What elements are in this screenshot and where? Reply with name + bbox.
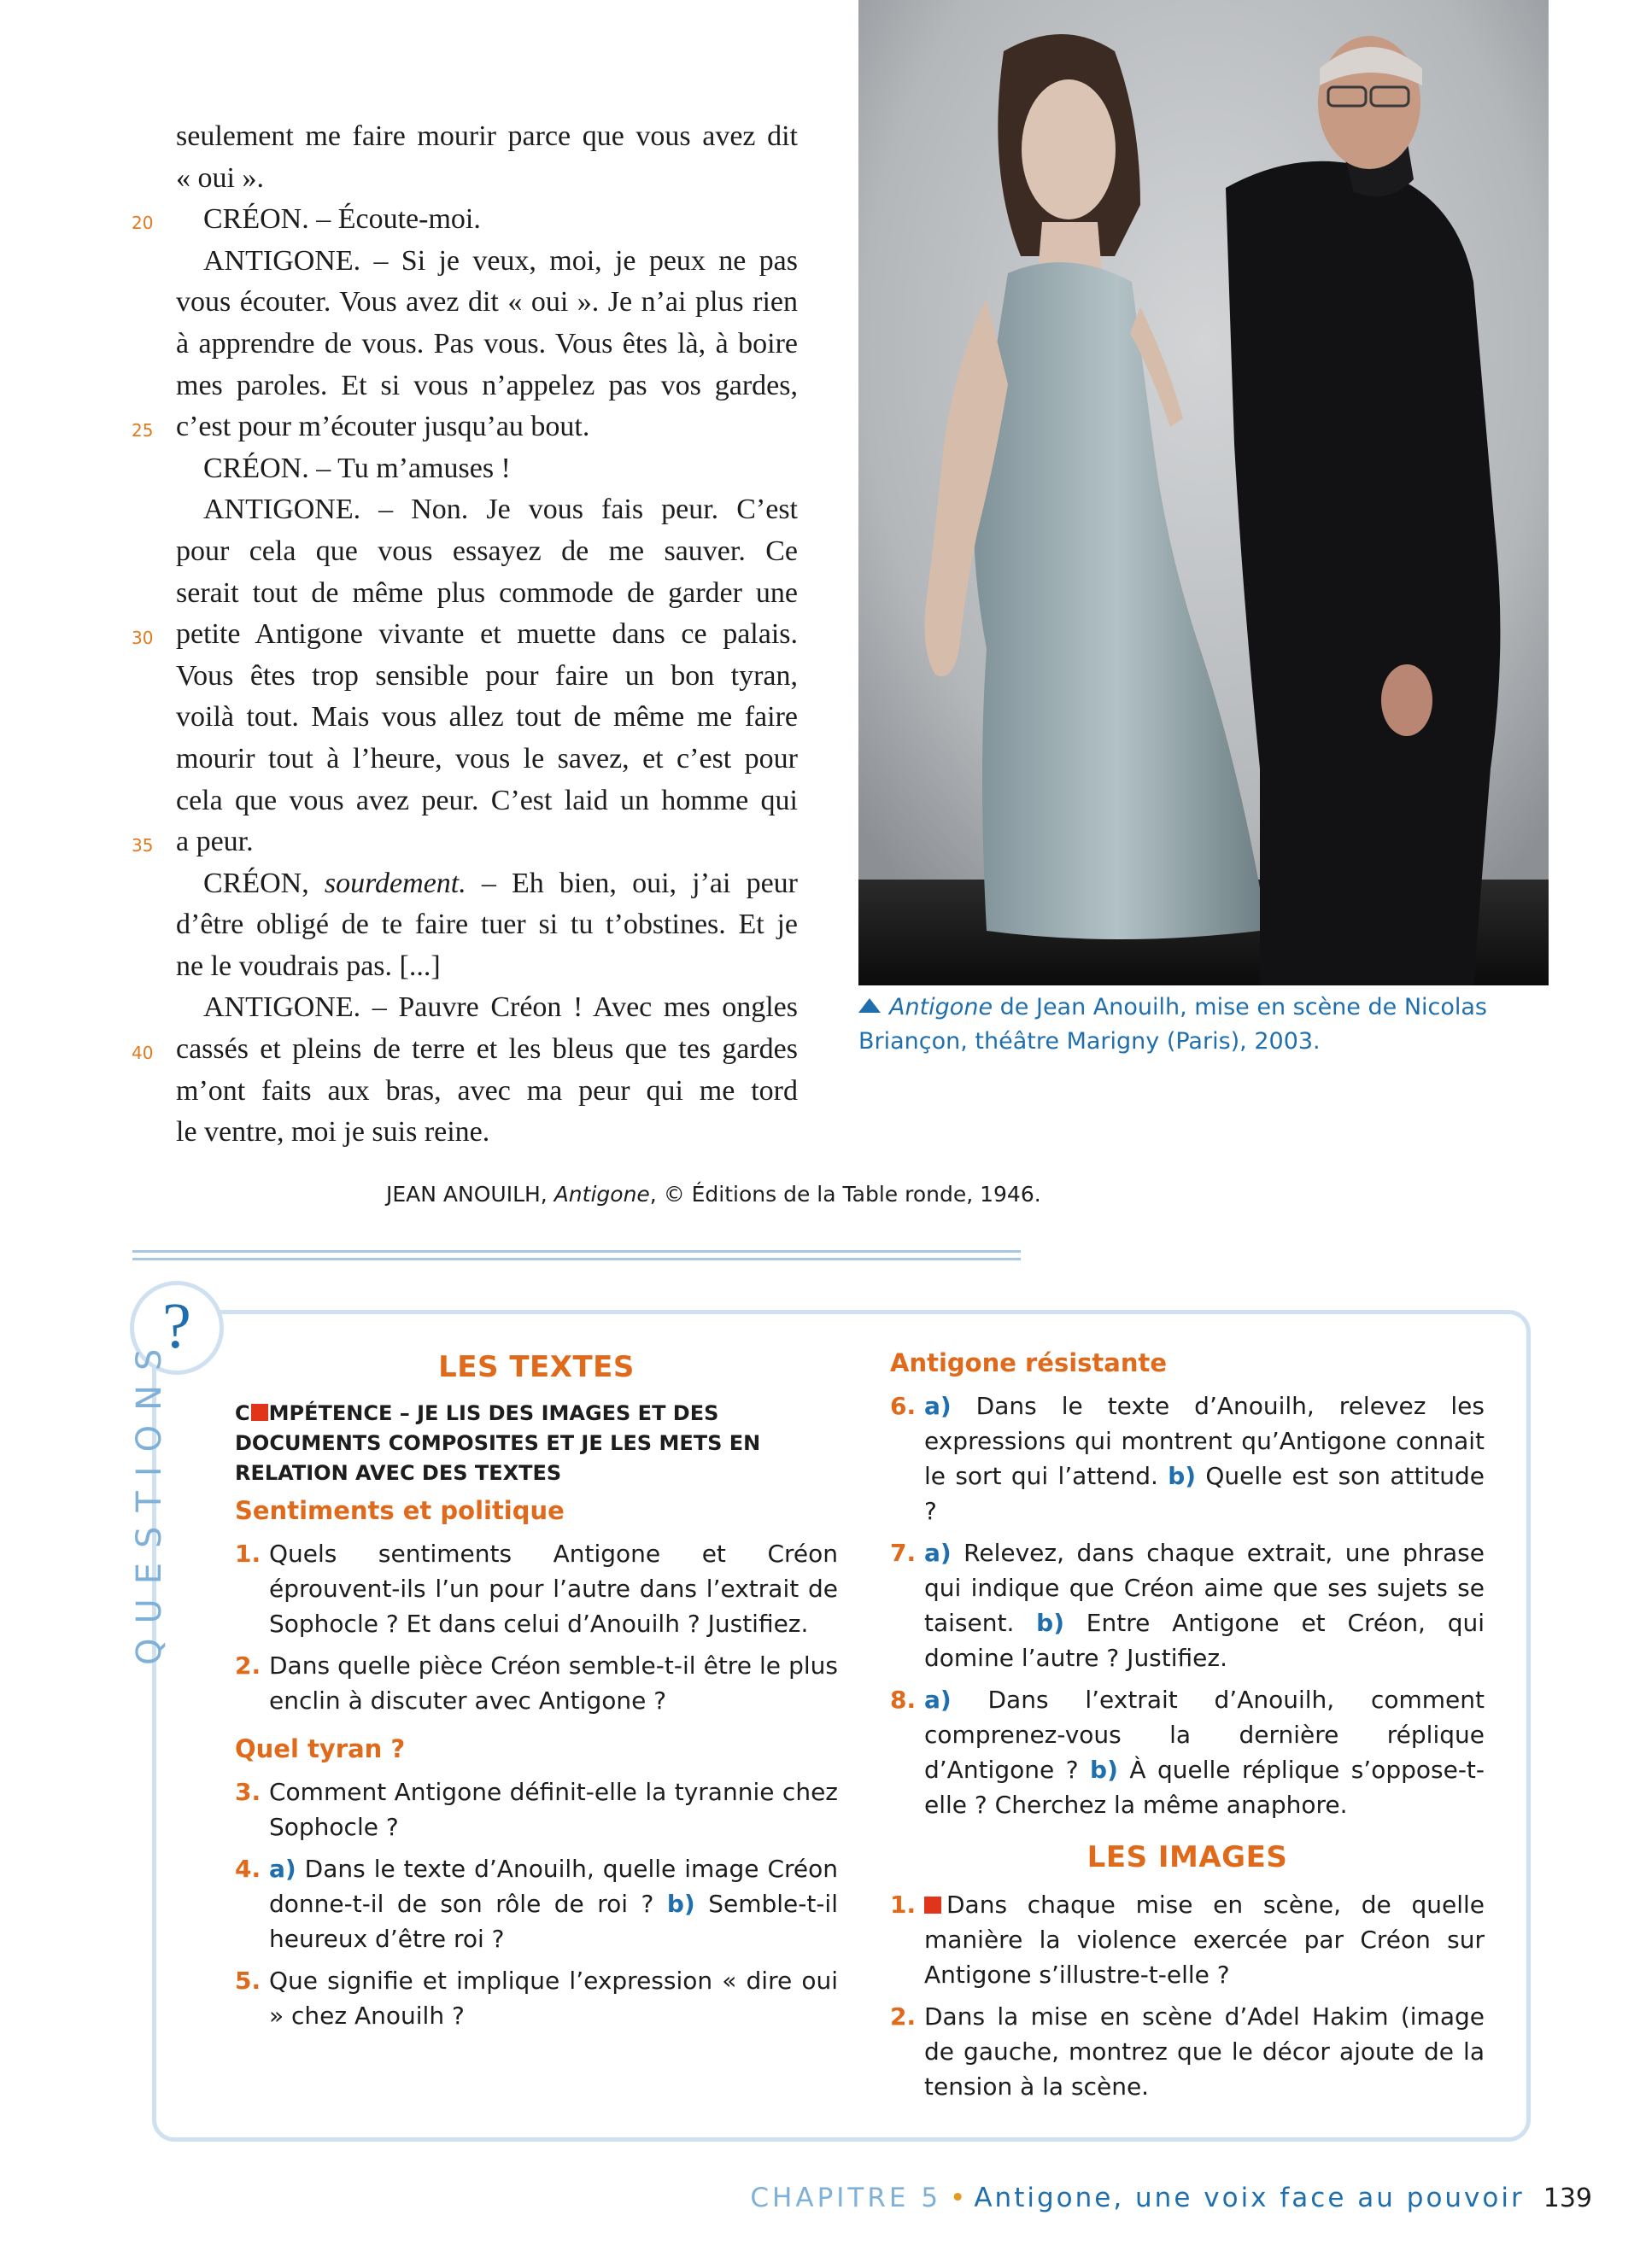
question-mark-icon: ? xyxy=(130,1281,224,1375)
play-line-text: « oui ». xyxy=(176,161,264,194)
play-line xyxy=(176,904,798,946)
sub-label: a) xyxy=(269,1855,296,1883)
question-2 xyxy=(235,1648,838,1718)
question-text: Quelle est son attitude ? xyxy=(924,1462,1485,1525)
credit-rest: , © Éditions de la Table ronde, 1946. xyxy=(649,1182,1041,1207)
play-line-text: ne le voudrais pas. [...] xyxy=(176,950,441,982)
play-line-text: ANTIGONE. – Non. Je vous fais peur. C’est xyxy=(203,494,798,526)
play-line xyxy=(176,324,798,365)
play-line xyxy=(176,573,798,615)
stage-photo xyxy=(858,0,1549,985)
line-number: 20 xyxy=(132,213,154,234)
photo-caption xyxy=(858,991,1549,1059)
triangle-up-icon xyxy=(858,998,881,1013)
section-title-images: LES IMAGES xyxy=(1086,1840,1288,1874)
play-line-text: d’être obligé de te faire tuer si tu t’obstines. Et je xyxy=(176,909,798,941)
play-line xyxy=(176,282,798,324)
subheading-tyran: Quel tyran ? xyxy=(235,1734,406,1763)
question-7 xyxy=(890,1535,1485,1675)
red-square-icon xyxy=(251,1404,268,1421)
image-question-2 xyxy=(890,1999,1485,2104)
sub-label: a) xyxy=(924,1539,952,1567)
play-line-text: m’ont faits aux bras, avec ma peur qui me tord xyxy=(176,1074,798,1107)
play-line xyxy=(176,241,798,283)
play-line xyxy=(176,987,798,1029)
footer-title: Antigone, une voix face au pouvoir xyxy=(974,2183,1525,2213)
question-text: Dans l’extrait d’Anouilh, comment comprenez-vous la dernière réplique d’Antigone ? xyxy=(924,1686,1485,1784)
play-line xyxy=(132,614,798,656)
question-number: 6. xyxy=(890,1392,917,1420)
play-line-text: petite Antigone vivante et muette dans ce palais. xyxy=(176,618,798,651)
footer-chapter: CHAPITRE 5 xyxy=(750,2183,942,2213)
question-text: Entre Antigone et Créon, qui domine l’autre ? Justifiez. xyxy=(924,1609,1485,1672)
sub-label: b) xyxy=(1090,1756,1118,1784)
question-number: 1. xyxy=(890,1891,917,1919)
question-text: À quelle réplique s’oppose-t-elle ? Cherchez la même anaphore. xyxy=(924,1756,1485,1819)
play-line xyxy=(132,199,798,241)
sub-label: a) xyxy=(924,1392,952,1420)
footer-bullet: • xyxy=(950,2183,966,2213)
play-line xyxy=(176,946,798,988)
page-number: 139 xyxy=(1543,2183,1592,2213)
line-number: 25 xyxy=(132,420,154,441)
play-line xyxy=(176,158,798,200)
play-line-text: cassés et pleins de terre et les bleus que tes gardes xyxy=(176,1033,798,1066)
play-line xyxy=(176,448,798,490)
play-line-text: cela que vous avez peur. C’est laid un homme qui xyxy=(176,784,798,816)
play-line xyxy=(176,116,798,158)
questions-right-column xyxy=(890,1344,1485,2104)
play-line-text: mourir tout à l’heure, vous le savez, et c’est pour xyxy=(176,742,798,775)
question-number: 7. xyxy=(890,1539,917,1567)
question-text: Quels sentiments Antigone et Créon éprouvent-ils l’un pour l’autre dans l’extrait de Sophocle ? Et dans celui d’Anouilh ? Justifiez. xyxy=(269,1540,838,1638)
question-text: Relevez, dans chaque extrait, une phrase qui indique que Créon aime que ses sujets se taisent. xyxy=(924,1539,1485,1637)
question-number: 3. xyxy=(235,1778,261,1806)
play-line xyxy=(132,1029,798,1071)
play-line-text: pour cela que vous essayez de me sauver. Ce xyxy=(176,535,798,567)
play-line xyxy=(176,697,798,739)
competence-letter: C xyxy=(235,1401,250,1425)
question-number: 2. xyxy=(890,2002,917,2031)
play-line-text: vous écouter. Vous avez dit « oui ». Je n’ai plus rien xyxy=(176,286,798,319)
play-line xyxy=(176,489,798,531)
line-number: 30 xyxy=(132,628,154,649)
stage-photo-illustration xyxy=(858,0,1549,985)
section-title-textes: LES TEXTES xyxy=(438,1350,635,1384)
question-number: 2. xyxy=(235,1651,261,1680)
play-line xyxy=(176,780,798,822)
play-line-text: CRÉON. – Écoute-moi. xyxy=(203,203,481,236)
play-line-text: Vous êtes trop sensible pour faire un bon tyran, xyxy=(176,659,798,692)
sub-label: b) xyxy=(1036,1609,1064,1637)
question-text: Dans chaque mise en scène, de quelle manière la violence exercée par Créon sur Antigone s’illustre-t-elle ? xyxy=(924,1891,1485,1989)
question-3 xyxy=(235,1774,838,1844)
question-text: Que signifie et implique l’expression « dire oui » chez Anouilh ? xyxy=(269,1967,838,2030)
play-line xyxy=(176,656,798,698)
competence-text: MPÉTENCE – JE LIS DES IMAGES ET DES DOCUMENTS COMPOSITES ET JE LES METS EN RELATION AVEC DES TEXTES xyxy=(235,1401,761,1485)
source-credit xyxy=(386,1182,1041,1207)
play-line-text: serait tout de même plus commode de garder une xyxy=(176,576,798,609)
question-text: Dans le texte d’Anouilh, quelle image Créon donne-t-il de son rôle de roi ? xyxy=(269,1855,838,1918)
caption-title: Antigone xyxy=(889,994,993,1020)
question-number: 1. xyxy=(235,1540,261,1568)
play-line xyxy=(176,365,798,407)
sub-label: b) xyxy=(666,1890,695,1918)
play-line-text: à apprendre de vous. Pas vous. Vous êtes là, à boire xyxy=(176,327,798,359)
red-square-icon xyxy=(924,1897,941,1914)
image-question-1 xyxy=(890,1887,1485,1992)
questions-vertical-label: QUESTIONS xyxy=(130,1334,169,1665)
credit-work: Antigone xyxy=(554,1182,650,1207)
question-text: Comment Antigone définit-elle la tyrannie chez Sophocle ? xyxy=(269,1778,838,1841)
question-number: 5. xyxy=(235,1967,261,1995)
question-text: Dans le texte d’Anouilh, relevez les expressions qui montrent qu’Antigone connait le sort qui l’attend. xyxy=(924,1392,1485,1490)
subheading-sentiments: Sentiments et politique xyxy=(235,1496,565,1525)
play-line-text: CRÉON, xyxy=(203,867,325,899)
play-line xyxy=(176,1112,798,1154)
play-line xyxy=(176,863,798,905)
separator-line xyxy=(132,1258,1021,1260)
question-text: Dans la mise en scène d’Adel Hakim (image de gauche, montrez que le décor ajoute de la tension à la scène. xyxy=(924,2002,1485,2101)
question-5 xyxy=(235,1963,838,2033)
separator-line xyxy=(132,1250,1021,1253)
play-line-text: CRÉON. – Tu m’amuses ! xyxy=(203,452,511,484)
play-line-text: le ventre, moi je suis reine. xyxy=(176,1116,490,1149)
question-text: Semble-t-il heureux d’être roi ? xyxy=(269,1890,838,1953)
questions-left-column xyxy=(235,1344,838,2033)
question-number: 4. xyxy=(235,1855,261,1883)
question-text: Dans quelle pièce Créon semble-t-il être le plus enclin à discuter avec Antigone ? xyxy=(269,1651,838,1715)
credit-author: JEAN ANOUILH, xyxy=(386,1182,554,1207)
play-line-text: a peur. xyxy=(176,826,254,858)
question-number: 8. xyxy=(890,1686,917,1714)
stage-direction: sourdement. xyxy=(324,867,466,899)
play-line xyxy=(132,821,798,863)
subheading-resistante: Antigone résistante xyxy=(890,1348,1168,1377)
play-line xyxy=(132,406,798,448)
question-6 xyxy=(890,1388,1485,1529)
play-text xyxy=(132,116,798,1154)
question-4 xyxy=(235,1851,838,1956)
line-number: 35 xyxy=(132,835,154,856)
play-line-text: c’est pour m’écouter jusqu’au bout. xyxy=(176,411,590,443)
sub-label: b) xyxy=(1168,1462,1197,1490)
question-8 xyxy=(890,1682,1485,1822)
page-footer xyxy=(750,2183,1592,2213)
play-line-text: ANTIGONE. – Si je veux, moi, je peux ne pas xyxy=(203,244,798,277)
play-line-text: voilà tout. Mais vous allez tout de même me faire xyxy=(176,701,798,734)
play-line-text: seulement me faire mourir parce que vous avez dit xyxy=(176,120,798,152)
play-line-text: ANTIGONE. – Pauvre Créon ! Avec mes ongles xyxy=(203,991,798,1024)
play-line xyxy=(176,531,798,573)
line-number: 40 xyxy=(132,1043,154,1064)
competence-heading xyxy=(235,1399,838,1488)
play-line xyxy=(176,739,798,780)
question-1 xyxy=(235,1536,838,1641)
play-line-text: – Eh bien, oui, j’ai peur xyxy=(466,867,798,899)
sub-label: a) xyxy=(924,1686,952,1714)
play-line xyxy=(176,1071,798,1113)
caption-text: de Jean Anouilh, mise en scène de Nicolas Briançon, théâtre Marigny (Paris), 2003. xyxy=(858,994,1487,1055)
play-line-text: mes paroles. Et si vous n’appelez pas vos gardes, xyxy=(176,369,798,401)
